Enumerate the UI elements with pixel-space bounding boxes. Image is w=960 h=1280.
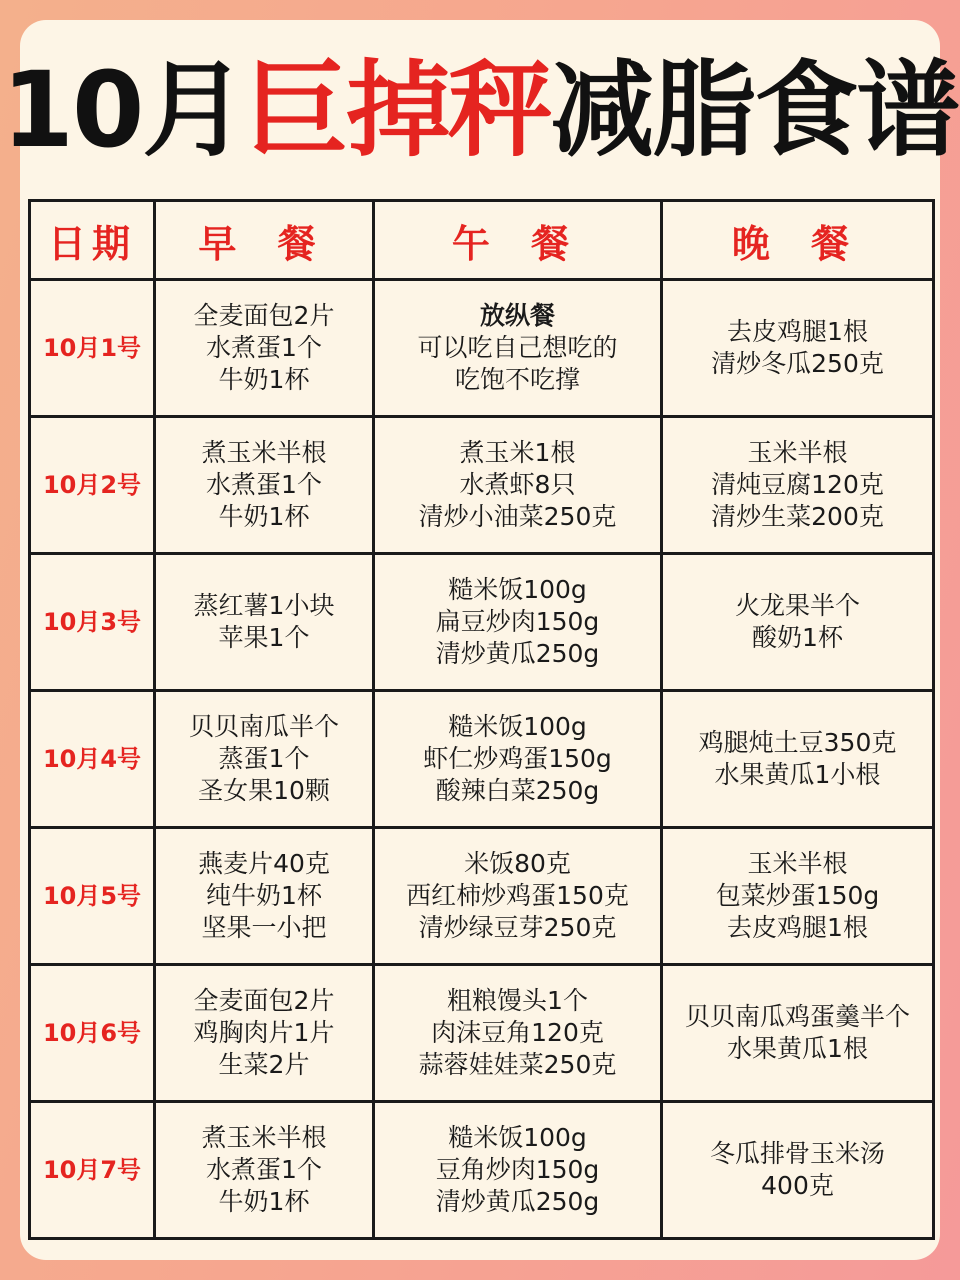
food-item: 玉米半根 [747, 438, 848, 467]
header-dinner: 晚 餐 [662, 201, 934, 280]
food-item: 水煮蛋1个 [206, 333, 322, 362]
food-item: 蒜蓉娃娃菜250克 [418, 1050, 617, 1079]
cheat-meal-label: 放纵餐 [479, 301, 555, 330]
food-item: 水果黄瓜1小根 [714, 760, 881, 789]
food-item: 清炖豆腐120克 [711, 470, 884, 499]
food-item: 水煮虾8只 [459, 470, 576, 499]
date-cell: 10月6号 [30, 965, 155, 1102]
food-item: 纯牛奶1杯 [206, 881, 322, 910]
food-item: 包菜炒蛋150g [715, 881, 880, 910]
dinner-cell [662, 417, 934, 554]
food-item: 玉米半根 [747, 849, 848, 878]
header-row [30, 201, 934, 280]
food-item: 贝贝南瓜半个 [188, 712, 339, 741]
food-item: 燕麦片40克 [198, 849, 330, 878]
food-item: 酸辣白菜250g [435, 776, 600, 805]
title-suffix: 减脂食谱 [550, 49, 959, 171]
header-lunch: 午 餐 [374, 201, 662, 280]
lunch-cell [374, 828, 662, 965]
breakfast-cell [155, 691, 374, 828]
table-row [30, 280, 934, 417]
date-cell: 10月2号 [30, 417, 155, 554]
food-item: 贝贝南瓜鸡蛋羹半个 [684, 1002, 910, 1031]
food-item: 水果黄瓜1根 [727, 1034, 868, 1063]
date-cell: 10月3号 [30, 554, 155, 691]
breakfast-cell [155, 828, 374, 965]
breakfast-cell [155, 554, 374, 691]
page-title [0, 50, 960, 170]
food-item: 牛奶1杯 [218, 502, 310, 531]
date-cell: 10月1号 [30, 280, 155, 417]
food-item: 鸡胸肉片1片 [193, 1018, 335, 1047]
title-highlight: 巨掉秤 [244, 49, 551, 171]
breakfast-cell [155, 1102, 374, 1239]
food-item: 煮玉米半根 [201, 1123, 327, 1152]
food-item: 吃饱不吃撑 [454, 365, 580, 394]
food-item: 蒸蛋1个 [218, 744, 310, 773]
lunch-cell [374, 417, 662, 554]
table-row [30, 417, 934, 554]
meal-plan-table [28, 199, 935, 1240]
title-prefix: 10月 [1, 49, 245, 171]
food-item: 坚果一小把 [201, 913, 327, 942]
food-item: 煮玉米半根 [201, 438, 327, 467]
breakfast-cell [155, 417, 374, 554]
food-item: 糙米饭100g [448, 712, 587, 741]
header-breakfast: 早 餐 [155, 201, 374, 280]
food-item: 糙米饭100g [448, 1123, 587, 1152]
food-item: 粗粮馒头1个 [447, 986, 588, 1015]
header-date: 日期 [30, 201, 155, 280]
dinner-cell [662, 828, 934, 965]
dinner-cell [662, 965, 934, 1102]
lunch-cell [374, 965, 662, 1102]
food-item: 蒸红薯1小块 [193, 591, 335, 620]
food-item: 冬瓜排骨玉米汤 [709, 1139, 885, 1168]
dinner-cell [662, 554, 934, 691]
food-item: 清炒冬瓜250克 [711, 349, 884, 378]
food-item: 火龙果半个 [734, 591, 860, 620]
date-cell: 10月4号 [30, 691, 155, 828]
table-row [30, 554, 934, 691]
food-item: 生菜2片 [218, 1050, 310, 1079]
food-item: 400克 [761, 1171, 834, 1200]
lunch-cell [374, 691, 662, 828]
lunch-cell [374, 554, 662, 691]
table-row [30, 965, 934, 1102]
food-item: 酸奶1杯 [752, 623, 843, 652]
date-cell: 10月5号 [30, 828, 155, 965]
table-row [30, 691, 934, 828]
dinner-cell [662, 691, 934, 828]
date-cell: 10月7号 [30, 1102, 155, 1239]
dinner-cell [662, 1102, 934, 1239]
food-item: 清炒小油菜250克 [418, 502, 617, 531]
food-item: 扁豆炒肉150g [435, 607, 600, 636]
food-item: 全麦面包2片 [193, 301, 335, 330]
food-item: 煮玉米1根 [459, 438, 576, 467]
food-item: 清炒绿豆芽250克 [418, 913, 617, 942]
food-item: 西红柿炒鸡蛋150克 [406, 881, 629, 910]
food-item: 糙米饭100g [448, 575, 587, 604]
breakfast-cell [155, 965, 374, 1102]
food-item: 虾仁炒鸡蛋150g [423, 744, 612, 773]
food-item: 水煮蛋1个 [206, 1155, 322, 1184]
breakfast-cell [155, 280, 374, 417]
food-item: 牛奶1杯 [218, 1187, 310, 1216]
food-item: 圣女果10颗 [198, 776, 330, 805]
food-item: 米饭80克 [464, 849, 571, 878]
food-item: 苹果1个 [218, 623, 310, 652]
food-item: 鸡腿炖土豆350克 [698, 728, 897, 757]
food-item: 可以吃自己想吃的 [417, 333, 618, 362]
table-row [30, 828, 934, 965]
food-item: 全麦面包2片 [193, 986, 335, 1015]
food-item: 清炒黄瓜250g [435, 1187, 600, 1216]
food-item: 去皮鸡腿1根 [727, 913, 868, 942]
food-item: 去皮鸡腿1根 [727, 317, 868, 346]
food-item: 清炒黄瓜250g [435, 639, 600, 668]
table-row [30, 1102, 934, 1239]
food-item: 牛奶1杯 [218, 365, 310, 394]
food-item: 清炒生菜200克 [711, 502, 884, 531]
food-item: 豆角炒肉150g [435, 1155, 600, 1184]
lunch-cell-cheat-meal [374, 280, 662, 417]
dinner-cell [662, 280, 934, 417]
lunch-cell [374, 1102, 662, 1239]
food-item: 肉沫豆角120克 [431, 1018, 604, 1047]
food-item: 水煮蛋1个 [206, 470, 322, 499]
